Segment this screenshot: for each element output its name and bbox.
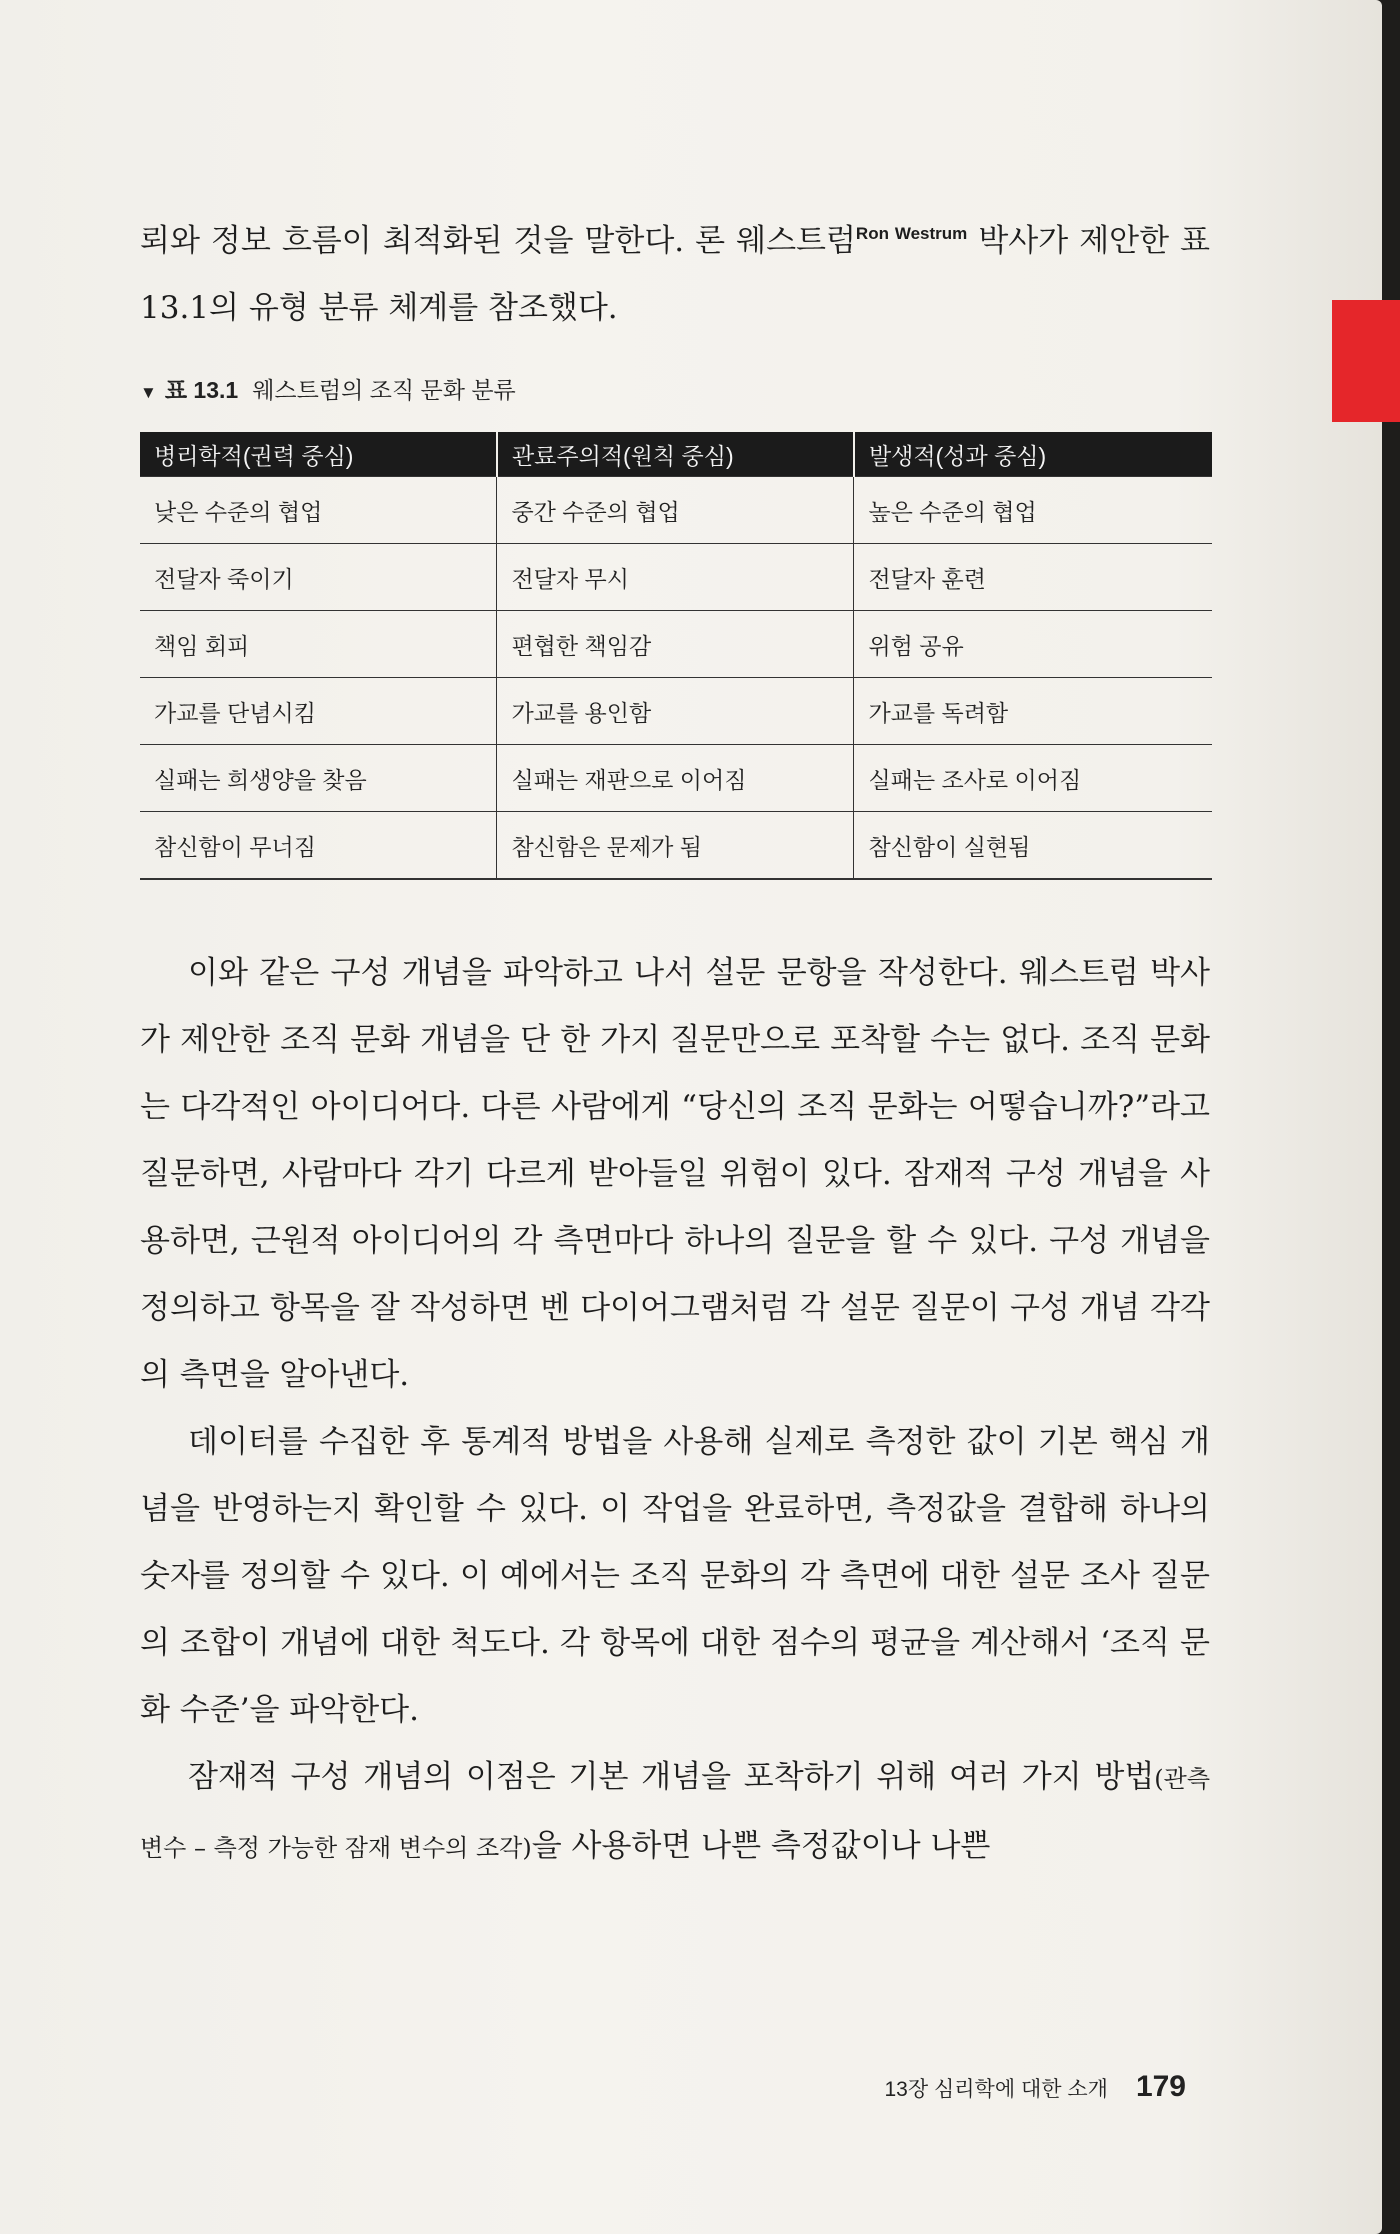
table-cell: 높은 수준의 협업 <box>854 477 1212 544</box>
chapter-title: 13장 심리학에 대한 소개 <box>884 2078 1108 2101</box>
table-cell: 가교를 용인함 <box>497 678 854 745</box>
page-footer <box>885 2070 1187 2104</box>
header-pathological: 병리학적(권력 중심) <box>140 432 497 477</box>
page-number: 179 <box>1135 2070 1186 2103</box>
table-cell: 전달자 무시 <box>497 544 854 611</box>
table-row <box>140 678 1212 745</box>
header-generative: 발생적(성과 중심) <box>854 432 1212 477</box>
intro-text-after: 박사가 제안한 표 13.1의 유형 분류 체계를 참조했다. <box>140 223 1211 326</box>
body-text <box>140 940 1210 1882</box>
table-cell: 실패는 조사로 이어짐 <box>854 745 1212 812</box>
table-cell: 전달자 훈련 <box>854 544 1212 611</box>
paragraph-3-parenthetical: (관측 변수 – 측정 가능한 잠재 변수의 조각) <box>140 1765 1210 1862</box>
table-header-row <box>140 432 1212 477</box>
intro-text-before: 뢰와 정보 흐름이 최적화된 것을 말한다. 론 웨스트럼 <box>140 223 856 259</box>
table-cell: 위험 공유 <box>854 611 1212 678</box>
table-row <box>140 611 1212 678</box>
table-caption <box>140 372 516 405</box>
table-cell: 참신함이 무너짐 <box>140 812 497 880</box>
red-bookmark-tab <box>1332 300 1400 422</box>
table-cell: 참신함이 실현됨 <box>854 812 1212 880</box>
culture-table <box>140 432 1212 880</box>
paragraph-3-after: 을 사용하면 나쁜 측정값이나 나쁜 <box>531 1828 991 1864</box>
table-cell: 낮은 수준의 협업 <box>140 477 497 544</box>
table-row <box>140 812 1212 880</box>
person-name-superscript: Ron Westrum <box>855 224 968 243</box>
body-paragraph-1: 이와 같은 구성 개념을 파악하고 나서 설문 문항을 작성한다. 웨스트럼 박사가 제안한 조직 문화 개념을 단 한 가지 질문만으로 포착할 수는 없다. 조직 문화는 다각적인 아이디어다. 다른 사람에게 “당신의 조직 문화는 어떻습니까?”라고 질문하면, 사람마다 각기 다르게 받아들일 위험이 있다. 잠재적 구성 개념을 사용하면, 근원적 아이디어의 각 측면마다 하나의 질문을 할 수 있다. 구성 개념을 정의하고 항목을 잘 작성하면 벤 다이어그램처럼 각 설문 질문이 구성 개념 각각의 측면을 알아낸다. <box>140 955 1210 1393</box>
table-cell: 실패는 재판으로 이어짐 <box>497 745 854 812</box>
intro-paragraph <box>140 200 1210 342</box>
table-title: 웨스트럼의 조직 문화 분류 <box>252 377 516 403</box>
table-cell: 전달자 죽이기 <box>140 544 497 611</box>
table-row <box>140 477 1212 544</box>
table-cell: 참신함은 문제가 됨 <box>497 812 854 880</box>
table-row <box>140 745 1212 812</box>
triangle-marker-icon: ▼ <box>140 383 157 402</box>
paragraph-3-before: 잠재적 구성 개념의 이점은 기본 개념을 포착하기 위해 여러 가지 방법 <box>188 1759 1155 1795</box>
header-bureaucratic: 관료주의적(원칙 중심) <box>497 432 854 477</box>
table-cell: 편협한 책임감 <box>497 611 854 678</box>
table-cell: 책임 회피 <box>140 611 497 678</box>
table-cell: 가교를 독려함 <box>854 678 1212 745</box>
table-cell: 실패는 희생양을 찾음 <box>140 745 497 812</box>
body-paragraph-2: 데이터를 수집한 후 통계적 방법을 사용해 실제로 측정한 값이 기본 핵심 개념을 반영하는지 확인할 수 있다. 이 작업을 완료하면, 측정값을 결합해 하나의 숫자를 정의할 수 있다. 이 예에서는 조직 문화의 각 측면에 대한 설문 조사 질문의 조합이 개념에 대한 척도다. 각 항목에 대한 점수의 평균을 계산해서 ‘조직 문화 수준’을 파악한다. <box>140 1424 1210 1728</box>
body-paragraph-3 <box>140 1744 1210 1882</box>
table-cell: 중간 수준의 협업 <box>497 477 854 544</box>
table-row <box>140 544 1212 611</box>
table-label: 표 13.1 <box>164 377 239 403</box>
table-cell: 가교를 단념시킴 <box>140 678 497 745</box>
